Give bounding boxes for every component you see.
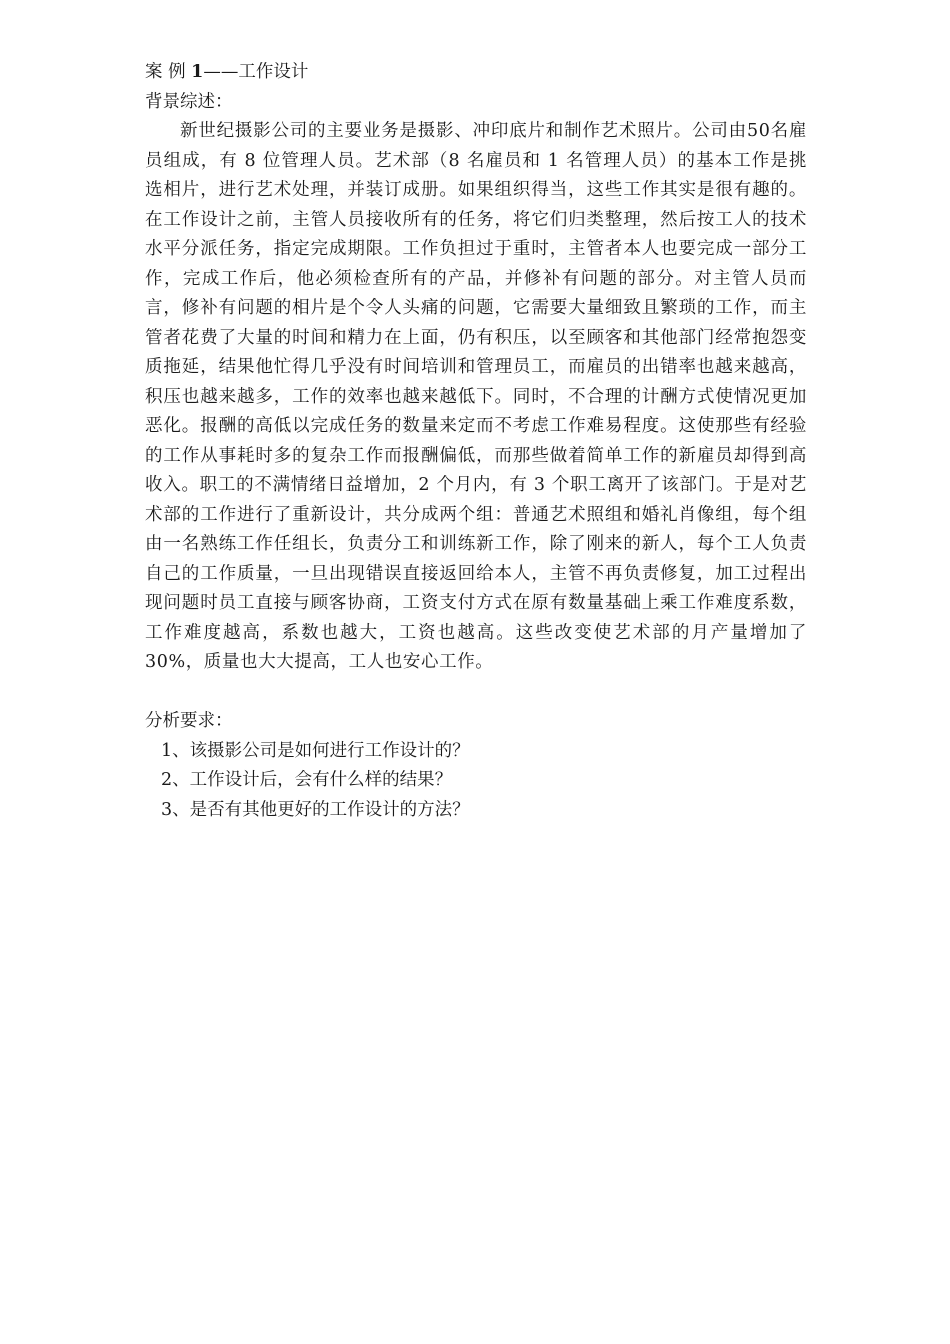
- document-content: [145, 58, 807, 825]
- background-heading: 背景综述：: [145, 91, 233, 112]
- case-title-number: 1: [191, 62, 204, 82]
- case-title-prefix: 案 例: [145, 62, 192, 82]
- analysis-heading: 分析要求：: [145, 711, 233, 731]
- background-paragraph: 新世纪摄影公司的主要业务是摄影、冲印底片和制作艺术照片。公司由50名雇员组成，有 8 位管理人员。艺术部（8 名雇员和 1 名管理人员）的基本工作是挑选相片，进行艺术处理，并装订成册。如果组织得当，这些工作其实是很有趣的。在工作设计之前，主管人员接收所有的任务，将它们归类整理，然后按工人的技术水平分派任务，指定完成期限。工作负担过于重时，主管者本人也要完成一部分工作，完成工作后，他必须检查所有的产品，并修补有问题的部分。对主管人员而言，修补有问题的相片是个令人头痛的问题，它需要大量细致且繁琐的工作，而主管者花费了大量的时间和精力在上面，仍有积压，以至顾客和其他部门经常抱怨变质拖延，结果他忙得几乎没有时间培训和管理员工，而雇员的出错率也越来越高，积压也越来越多，工作的效率也越来越低下。同时，不合理的计酬方式使情况更加恶化。报酬的高低以完成任务的数量来定而不考虑工作难易程度。这使那些有经验的工作从事耗时多的复杂工作而报酬偏低，而那些做着简单工作的新雇员却得到高收入。职工的不满情绪日益增加，2 个月内，有 3 个职工离开了该部门。于是对艺术部的工作进行了重新设计，共分成两个组：普通艺术照组和婚礼肖像组，每个组由一名熟练工作任组长，负责分工和训练新工作，除了刚来的新人，每个工人负责自己的工作质量，一旦出现错误直接返回给本人，主管不再负责修复，加工过程出现问题时员工直接与顾客协商，工资支付方式在原有数量基础上乘工作难度系数，工作难度越高，系数也越大，工资也越高。这些改变使艺术部的月产量增加了 30%，质量也大大提高，工人也安心工作。: [145, 121, 807, 672]
- question-item: 1、该摄影公司是如何进行工作设计的？: [161, 740, 470, 761]
- question-list: [145, 737, 807, 826]
- case-title-suffix: ——工作设计: [203, 62, 309, 82]
- question-item: 3、是否有其他更好的工作设计的方法？: [161, 799, 470, 820]
- case-title: [145, 58, 807, 88]
- question-item: 2、工作设计后，会有什么样的结果？: [161, 770, 453, 790]
- section-spacer: [145, 678, 807, 708]
